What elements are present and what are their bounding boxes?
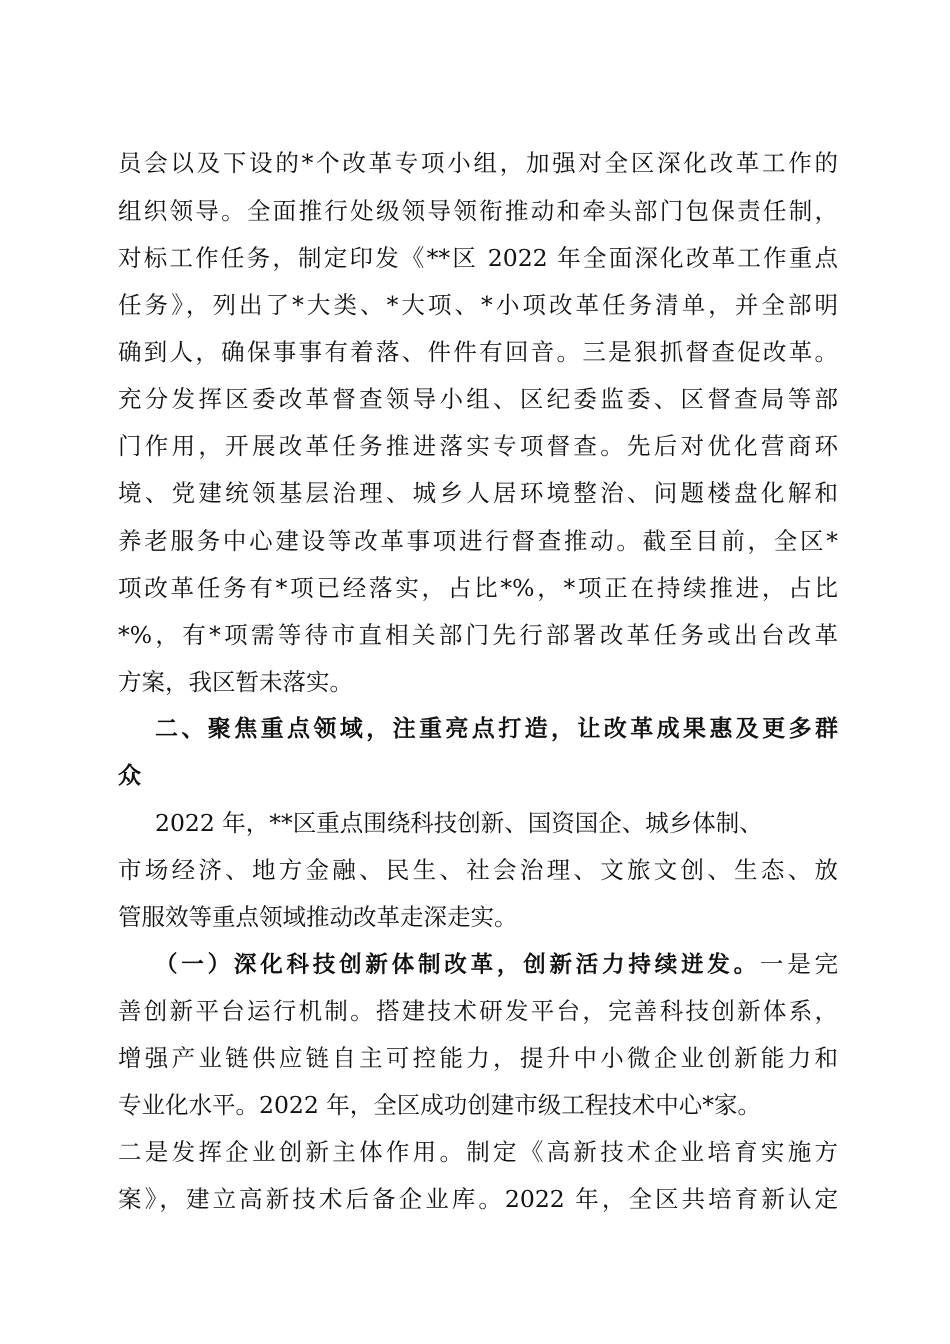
section-heading-line-2: 众 bbox=[118, 763, 141, 789]
paragraph1-line-2: 组织领导。全面推行处级领导领衔推动和牵头部门包保责任制， bbox=[118, 197, 838, 225]
paragraph3-line-1-rest: 一是完 bbox=[759, 950, 838, 978]
paragraph1-line-7: 门作用，开展改革任务推进落实专项督查。先后对优化营商环 bbox=[118, 432, 838, 460]
paragraph3-line-4: 专业化水平。2022 年，全区成功创建市级工程技术中心*家。 bbox=[118, 1091, 762, 1119]
paragraph2-line-3: 管服效等重点领域推动改革走深走实。 bbox=[118, 903, 518, 931]
paragraph1-line-12: 方案，我区暂未落实。 bbox=[118, 668, 353, 696]
paragraph2-line-2: 市场经济、地方金融、民生、社会治理、文旅文创、生态、放 bbox=[118, 856, 838, 884]
paragraph3-line-5: 二是发挥企业创新主体作用。制定《高新技术企业培育实施方 bbox=[118, 1138, 838, 1166]
paragraph3-line-6: 案》，建立高新技术后备企业库。2022 年，全区共培育新认定 bbox=[118, 1185, 838, 1213]
section-heading-line-1: 二、聚焦重点领域，注重亮点打造，让改革成果惠及更多群 bbox=[155, 716, 838, 742]
paragraph1-line-4: 任务》，列出了*大类、*大项、*小项改革任务清单，并全部明 bbox=[118, 291, 838, 319]
paragraph1-line-9: 养老服务中心建设等改革事项进行督查推动。截至目前，全区* bbox=[118, 527, 838, 555]
paragraph3-line-3: 增强产业链供应链自主可控能力，提升中小微企业创新能力和 bbox=[118, 1044, 838, 1072]
paragraph1-line-8: 境、党建统领基层治理、城乡人居环境整治、问题楼盘化解和 bbox=[118, 479, 838, 507]
paragraph1-line-6: 充分发挥区委改革督查领导小组、区纪委监委、区督查局等部 bbox=[118, 385, 838, 413]
paragraph2-line-1: 2022 年，**区重点围绕科技创新、国资国企、城乡体制、 bbox=[155, 809, 763, 837]
paragraph1-line-11: *%，有*项需等待市直相关部门先行部署改革任务或出台改革 bbox=[118, 621, 838, 649]
paragraph3-line-2: 善创新平台运行机制。搭建技术研发平台，完善科技创新体系， bbox=[118, 997, 838, 1025]
subsection-heading: （一）深化科技创新体制改革，创新活力持续迸发。 bbox=[155, 952, 760, 978]
paragraph3-line-1 bbox=[155, 941, 838, 987]
paragraph1-line-3: 对标工作任务，制定印发《**区 2022 年全面深化改革工作重点 bbox=[118, 244, 838, 272]
paragraph1-line-10: 项改革任务有*项已经落实，占比*%，*项正在持续推进，占比 bbox=[118, 574, 838, 602]
paragraph1-line-5: 确到人，确保事事有着落、件件有回音。三是狠抓督查促改革。 bbox=[118, 338, 838, 366]
paragraph1-line-1: 员会以及下设的*个改革专项小组，加强对全区深化改革工作的 bbox=[118, 149, 838, 177]
